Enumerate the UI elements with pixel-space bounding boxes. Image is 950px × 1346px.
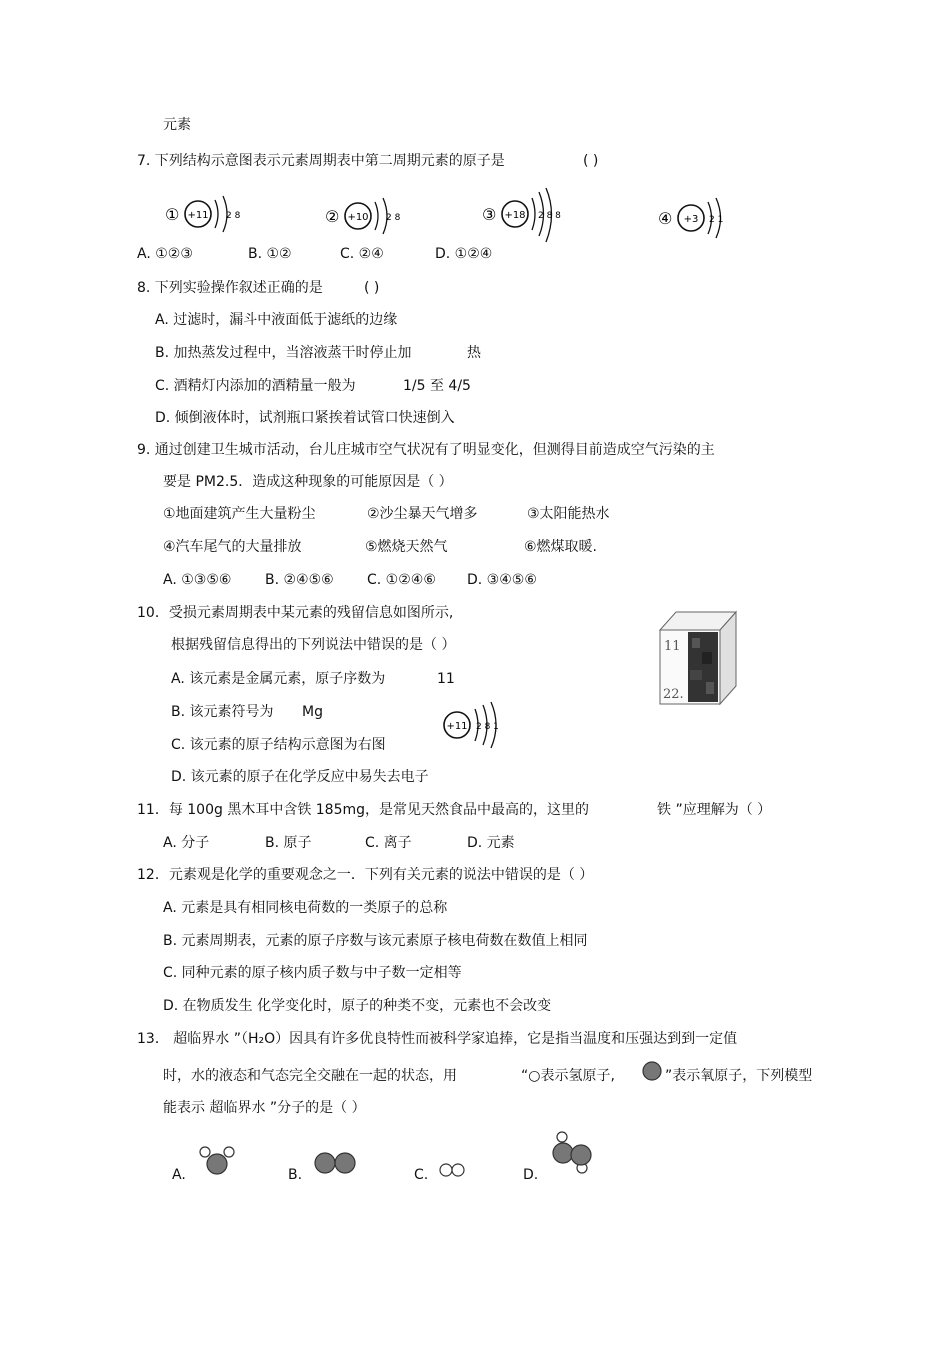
item-6: ⑥燃煤取暖. [524,539,598,555]
option-a: A. 该元素是金属元素，原子序数为 [171,671,386,687]
question-13-cont2: 能表示 超临界水 ”分子的是（ ） [163,1100,366,1116]
option-b: B. ①② [248,246,292,262]
atom-index: ① [165,205,180,224]
option-d: D. 倾倒液体时，试剂瓶口紧挨着试管口快速倒入 [155,410,455,426]
option-c: C. 同种元素的原子核内质子数与中子数一定相等 [163,965,462,981]
option-c: C. 该元素的原子结构示意图为右图 [171,737,386,753]
shell-label: 2 1 [709,215,724,225]
question-10: 10．受损元素周期表中某元素的残留信息如图所示, [137,605,454,621]
oxygen-atom-icon [641,1060,665,1082]
option-a: A. ①②③ [137,246,193,262]
item-2: ②沙尘暴天气增多 [367,506,478,522]
question-13: 13． 超临界水 ”（H₂O）因具有许多优良特性而被科学家追捧，它是指当温度和压强达到到一定值 [137,1031,738,1047]
option-c: C. 酒精灯内添加的酒精量一般为 [155,378,356,394]
shell-label: 2 8 [226,211,241,221]
atom-index: ② [325,207,340,226]
question-11-cont: 铁 ”应理解为（ ） [657,802,772,818]
oxygen-legend: ”表示氧原子，下列模型 [665,1068,813,1084]
atom-diagram-1 [165,188,245,238]
nucleus-label: +10 [347,212,369,223]
item-3: ③太阳能热水 [527,506,610,522]
question-9-cont: 要是 PM2.5．造成这种现象的可能原因是（ ） [163,474,453,490]
option-b: B. 该元素符号为 [171,704,274,720]
nucleus-label: +18 [504,210,526,221]
option-a-number: 11 [437,671,455,687]
molecule-model-b [313,1150,363,1178]
molecule-model-c [438,1160,470,1180]
option-b: B. 元素周期表，元素的原子序数与该元素原子核电荷数在数值上相同 [163,933,588,949]
molecule-model-a [196,1144,246,1180]
option-d: D. [523,1167,539,1183]
option-b: B. 加热蒸发过程中，当溶液蒸干时停止加 [155,345,412,361]
item-5: ⑤燃烧天然气 [365,539,448,555]
question-13-cont: 时，水的液态和气态完全交融在一起的状态，用 [163,1068,457,1084]
option-a: A. 过滤时，漏斗中液面低于滤纸的边缘 [155,312,398,328]
item-4: ④汽车尾气的大量排放 [163,539,302,555]
hydrogen-legend: “○表示氢原子, [521,1068,615,1084]
atom-diagram-4 [658,192,733,242]
option-b: B. ②④⑤⑥ [265,572,334,588]
periodic-table-fragment [658,608,740,706]
continuation-text: 元素 [163,117,191,133]
question-8: 8. 下列实验操作叙述正确的是 [137,280,323,296]
nucleus-label: +3 [683,214,699,225]
question-10-cont: 根据残留信息得出的下列说法中错误的是（ ） [171,637,456,653]
atomic-number: 11 [664,639,681,654]
option-a: A. [172,1167,186,1183]
nucleus-label: +11 [446,721,468,732]
option-c: C. [414,1167,429,1183]
option-d: D. ③④⑤⑥ [467,572,537,588]
atomic-mass: 22. [663,687,684,702]
option-b-symbol: Mg [302,704,323,720]
answer-paren: ( ) [583,153,599,169]
shell-label: 2 8 [386,213,401,223]
option-c: C. 离子 [365,835,412,851]
option-c: C. ①②④⑥ [367,572,436,588]
option-a: A. ①③⑤⑥ [163,572,232,588]
atom-index: ③ [482,205,497,224]
atom-index: ④ [658,209,673,228]
option-d: D. 元素 [467,835,515,851]
question-7: 7. 下列结构示意图表示元素周期表中第二周期元素的原子是 [137,153,505,169]
atom-diagram-3 [482,186,567,248]
option-c: C. ②④ [340,246,384,262]
option-a: A. 元素是具有相同核电荷数的一类原子的总称 [163,900,448,916]
option-c-range: 1/5 至 4/5 [403,378,471,394]
option-b: B. [288,1167,303,1183]
shell-label: 2 8 8 [538,211,561,221]
item-1: ①地面建筑产生大量粉尘 [163,506,316,522]
option-b: B. 原子 [265,835,312,851]
question-12: 12．元素观是化学的重要观念之一．下列有关元素的说法中错误的是（ ） [137,867,594,883]
option-d: D. 在物质发生 化学变化时，原子的种类不变，元素也不会改变 [163,998,552,1014]
nucleus-label: +11 [187,210,209,221]
molecule-model-d [546,1128,598,1178]
question-11: 11．每 100g 黑木耳中含铁 185mg，是常见天然食品中最高的，这里的 [137,802,590,818]
option-d: D. ①②④ [435,246,493,262]
shell-label: 2 8 1 [476,722,499,732]
option-d: D. 该元素的原子在化学反应中易失去电子 [171,769,429,785]
atom-diagram-2 [325,190,405,240]
option-a: A. 分子 [163,835,210,851]
atom-diagram-sodium [442,700,507,750]
question-9: 9. 通过创建卫生城市活动，台儿庄城市空气状况有了明显变化，但测得目前造成空气污染的主 [137,442,715,458]
option-b-end: 热 [467,345,481,361]
answer-paren: ( ) [364,280,380,296]
